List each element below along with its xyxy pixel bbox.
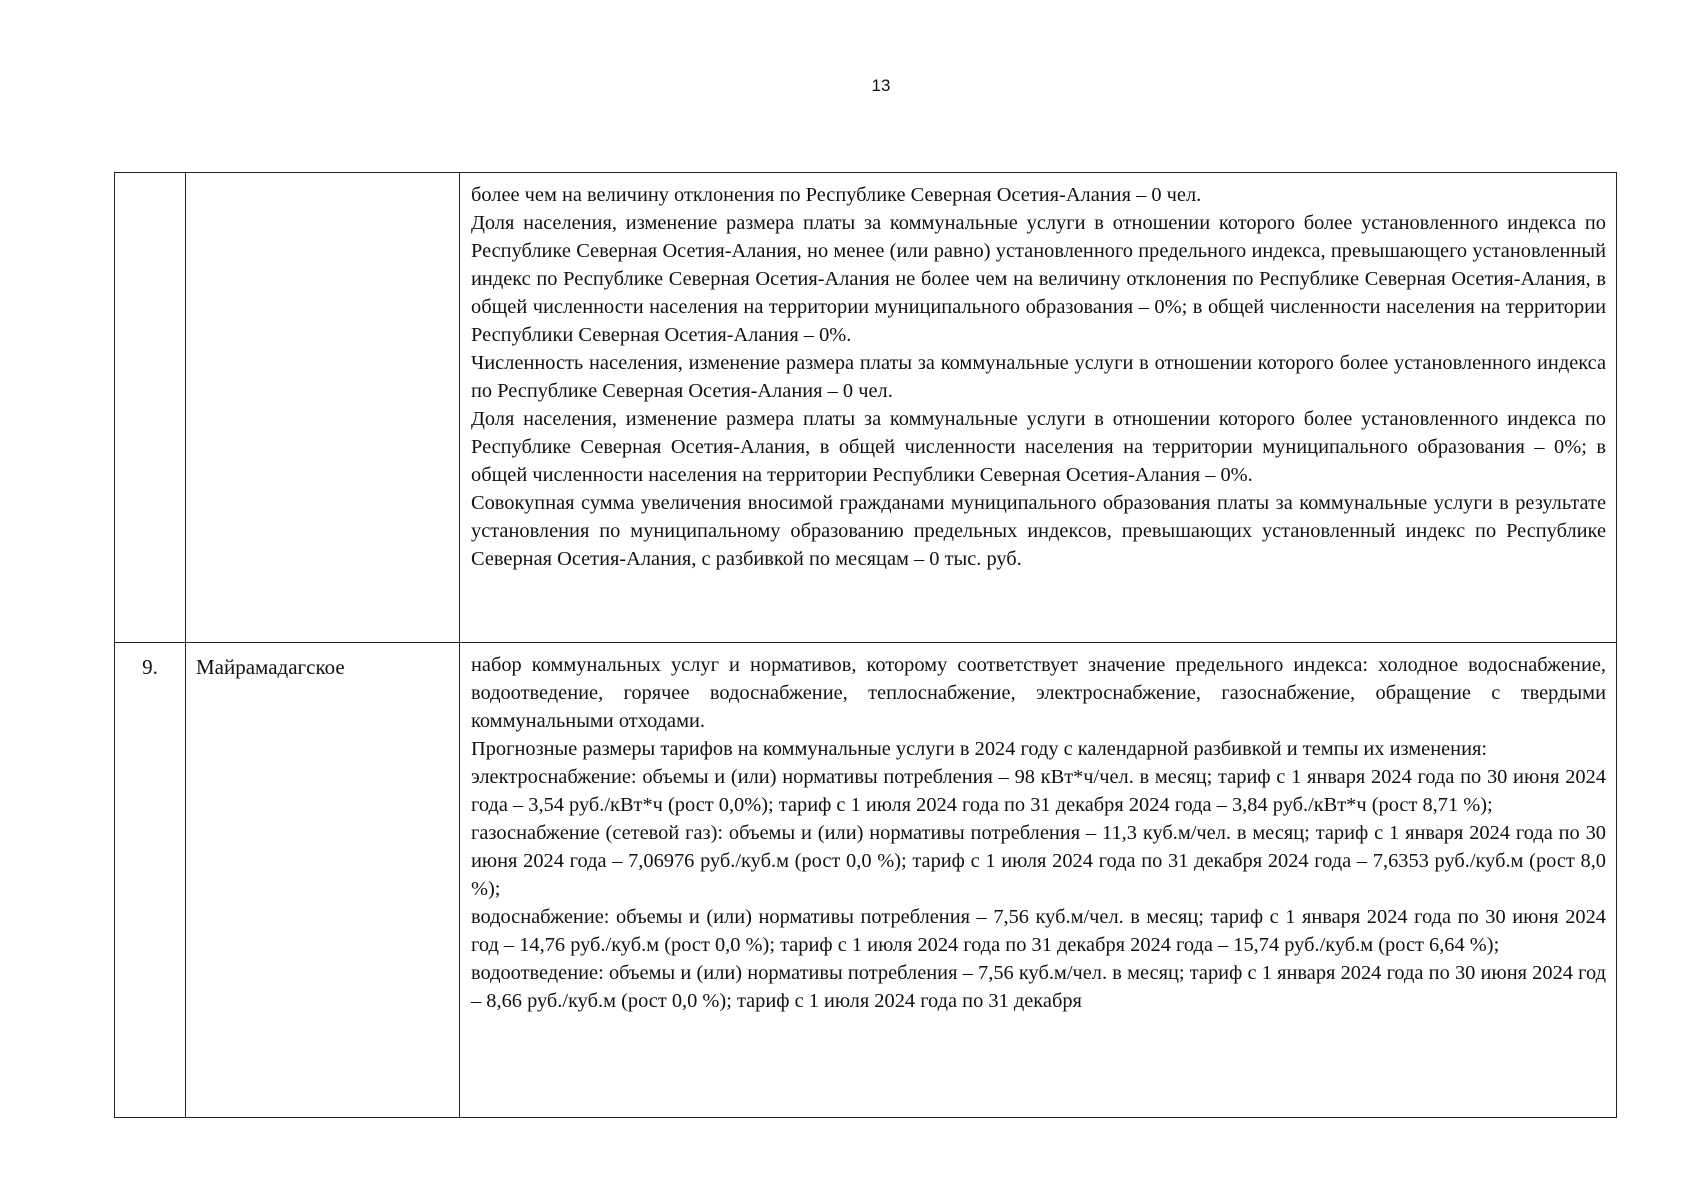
page-number: 13 [871,76,891,95]
row-number-cell [115,173,186,643]
description-cell [460,173,1617,643]
row-number-cell: 9. [115,643,186,1118]
paragraph: Доля населения, изменение размера платы за коммунальные услуги в отношении которого более установленного индекса по Республике Северная Осетия-Алания, но менее (или равно) установленного предельного индекса, превышающего установленный индекс по Республике Северная Осетия-Алания не более чем на величину отклонения по Республике Северная Осетия-Алания, в общей численности населения на территории муниципального образования – 0%; в общей численности населения на территории Республики Северная Осетия-Алания – 0%. [471,212,1606,346]
paragraph: водоотведение: объемы и (или) нормативы потребления – 7,56 куб.м/чел. в месяц; тариф с 1 января 2024 года по 30 июня 2024 год – 8,66 руб./куб.м (рост 0,0 %); тариф с 1 июля 2024 года по 31 декабря [471,962,1606,1012]
municipal-tariff-table [114,172,1617,1118]
paragraph: Прогнозные размеры тарифов на коммунальные услуги в 2024 году с календарной разбивкой и темпы их изменения: [471,738,1488,760]
paragraph: Совокупная сумма увеличения вносимой гражданами муниципального образования платы за коммунальные услуги в результате установления по муниципальному образованию предельных индексов, превышающих установленный индекс по Республике Северная Осетия-Алания, с разбивкой по месяцам – 0 тыс. руб. [471,492,1606,570]
paragraph: электроснабжение: объемы и (или) нормативы потребления – 98 кВт*ч/чел. в месяц; тариф с 1 января 2024 года по 30 июня 2024 года – 3,54 руб./кВт*ч (рост 0,0%); тариф с 1 июля 2024 года по 31 декабря 2024 года – 3,84 руб./кВт*ч (рост 8,71 %); [471,766,1606,816]
paragraph: набор коммунальных услуг и нормативов, которому соответствует значение предельного индекса: холодное водоснабжение, водоотведение, горячее водоснабжение, теплоснабжение, электроснабжение, газоснабжение, обращение с твердыми коммунальными отходами. [471,654,1606,732]
paragraph: более чем на величину отклонения по Республике Северная Осетия-Алания – 0 чел. [471,184,1202,206]
municipality-name-cell: Майрамадагское [186,643,460,1118]
paragraph: Доля населения, изменение размера платы за коммунальные услуги в отношении которого более установленного индекса по Республике Северная Осетия-Алания, в общей численности населения на территории муниципального образования – 0%; в общей численности населения на территории Республики Северная Осетия-Алания – 0%. [471,408,1606,486]
description-cell [460,643,1617,1118]
table-row [115,173,1617,643]
paragraph: Численность населения, изменение размера платы за коммунальные услуги в отношении которого более установленного индекса по Республике Северная Осетия-Алания – 0 чел. [471,352,1606,402]
paragraph: газоснабжение (сетевой газ): объемы и (или) нормативы потребления – 11,3 куб.м/чел. в месяц; тариф с 1 января 2024 года по 30 июня 2024 года – 7,06976 руб./куб.м (рост 0,0 %); тариф с 1 июля 2024 года по 31 декабря 2024 года – 7,6353 руб./куб.м (рост 8,0 %); [471,822,1606,900]
table-row [115,643,1617,1118]
municipality-name-cell [186,173,460,643]
paragraph: водоснабжение: объемы и (или) нормативы потребления – 7,56 куб.м/чел. в месяц; тариф с 1 января 2024 года по 30 июня 2024 год – 14,76 руб./куб.м (рост 0,0 %); тариф с 1 июля 2024 года по 31 декабря 2024 года – 15,74 руб./куб.м (рост 6,64 %); [471,906,1606,956]
